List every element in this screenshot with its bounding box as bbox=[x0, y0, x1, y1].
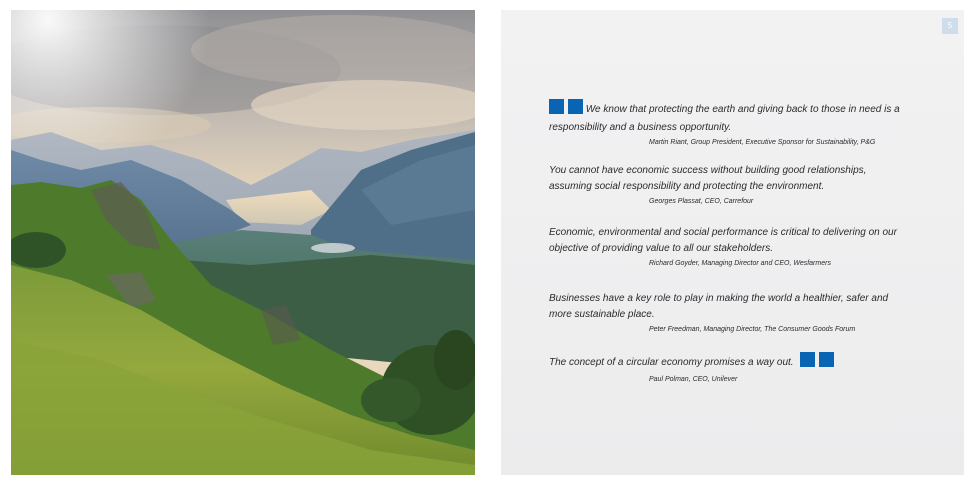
quotes-page bbox=[501, 10, 964, 475]
quote-text: Economic, environmental and social performance is critical to delivering on our objective of providing value to all our stakeholders. bbox=[549, 227, 897, 254]
quote-author: Peter Freedman, Managing Director, The Consumer Goods Forum bbox=[649, 326, 856, 333]
quote-2 bbox=[549, 163, 909, 207]
quote-text: Businesses have a key role to play in making the world a healthier, safer and more sustainable place. bbox=[549, 293, 889, 320]
quote-author: Richard Goyder, Managing Director and CEO, Wesfarmers bbox=[649, 260, 831, 267]
quote-author: Martin Riant, Group President, Executive Sponsor for Sustainability, P&G bbox=[649, 139, 876, 146]
open-quote-icon bbox=[549, 99, 583, 120]
quote-text: The concept of a circular economy promises a way out. bbox=[549, 357, 794, 368]
quote-author: Paul Polman, CEO, Unilever bbox=[649, 376, 738, 383]
quote-1 bbox=[549, 99, 909, 148]
page-number: 5 bbox=[942, 18, 958, 34]
quote-text: We know that protecting the earth and giving back to those in need is a responsibility and a business opportunity. bbox=[549, 104, 900, 133]
quote-author: Georges Plassat, CEO, Carrefour bbox=[649, 198, 754, 205]
quote-4 bbox=[549, 291, 909, 335]
mountain-lake-landscape-icon bbox=[11, 10, 475, 475]
quote-5 bbox=[549, 352, 909, 385]
landscape-photo bbox=[11, 10, 475, 475]
close-quote-icon bbox=[800, 352, 834, 373]
quote-text: You cannot have economic success without building good relationships, assuming social responsibility and protecting the environment. bbox=[549, 165, 867, 192]
quote-3 bbox=[549, 225, 909, 269]
